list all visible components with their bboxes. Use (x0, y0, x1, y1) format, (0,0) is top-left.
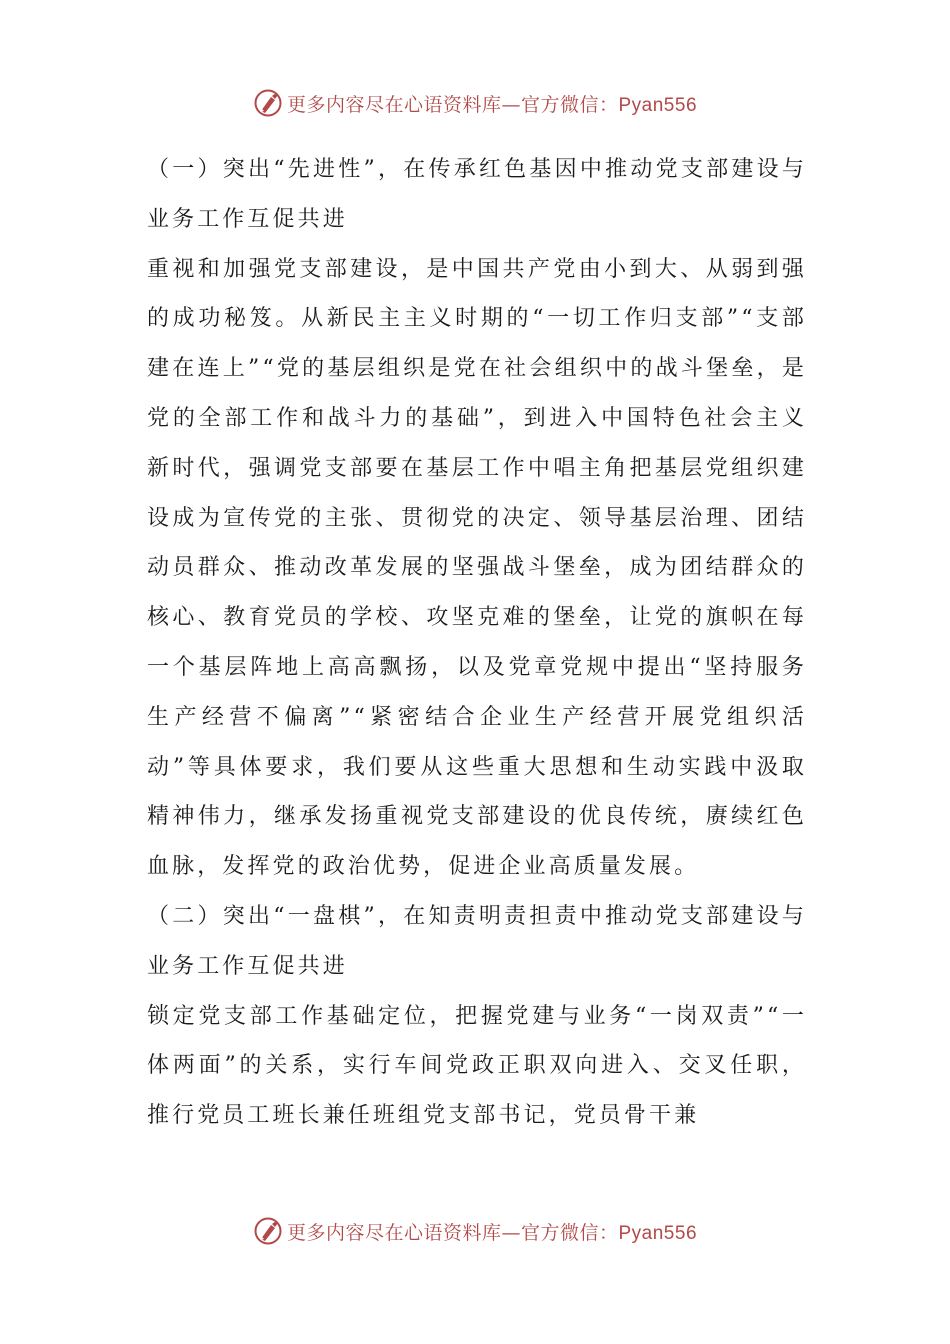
body-paragraph-1: 重视和加强党支部建设，是中国共产党由小到大、从弱到强的成功秘笈。从新民主主义时期的“一切工作归支部”“支部建在连上”“党的基层组织是党在社会组织中的战斗堡垒，是党的全部工作和战斗力的基础”，到进入中国特色社会主义新时代，强调党支部要在基层工作中唱主角把基层党组织建设成为宣传党的主张、贯彻党的决定、领导基层治理、团结动员群众、推动改革发展的坚强战斗堡垒，成为团结群众的核心、教育党员的学校、攻坚克难的堡垒，让党的旗帜在每一个基层阵地上高高飘扬，以及党章党规中提出“坚持服务生产经营不偏离”“紧密结合企业生产经营开展党组织活动”等具体要求，我们要从这些重大思想和生动实践中汲取精神伟力，继承发扬重视党支部建设的优良传统，赓续红色血脉，发挥党的政治优势，促进企业高质量发展。 (147, 256, 807, 880)
pen-nib-logo-icon (253, 88, 283, 118)
footer-watermark-banner (0, 1211, 950, 1251)
section-heading-2: （二）突出“一盘棋”，在知责明责担责中推动党支部建设与业务工作互促共进 (147, 903, 807, 979)
wechat-id: Pyan556 (618, 1222, 698, 1244)
header-watermark-banner (0, 83, 950, 123)
body-paragraph-2: 锁定党支部工作基础定位，把握党建与业务“一岗双责”“一体两面”的关系，实行车间党政正职双向进入、交叉任职，推行党员工班长兼任班组党支部书记，党员骨干兼 (147, 1003, 807, 1129)
wechat-id: Pyan556 (618, 94, 698, 116)
pen-nib-logo-icon (253, 1216, 283, 1246)
watermark-text: 更多内容尽在心语资料库—官方微信：Pyan556 (286, 93, 698, 116)
document-body (147, 145, 807, 1141)
section-heading-1: （一）突出“先进性”，在传承红色基因中推动党支部建设与业务工作互促共进 (147, 157, 807, 232)
watermark-text: 更多内容尽在心语资料库—官方微信：Pyan556 (286, 1221, 698, 1244)
